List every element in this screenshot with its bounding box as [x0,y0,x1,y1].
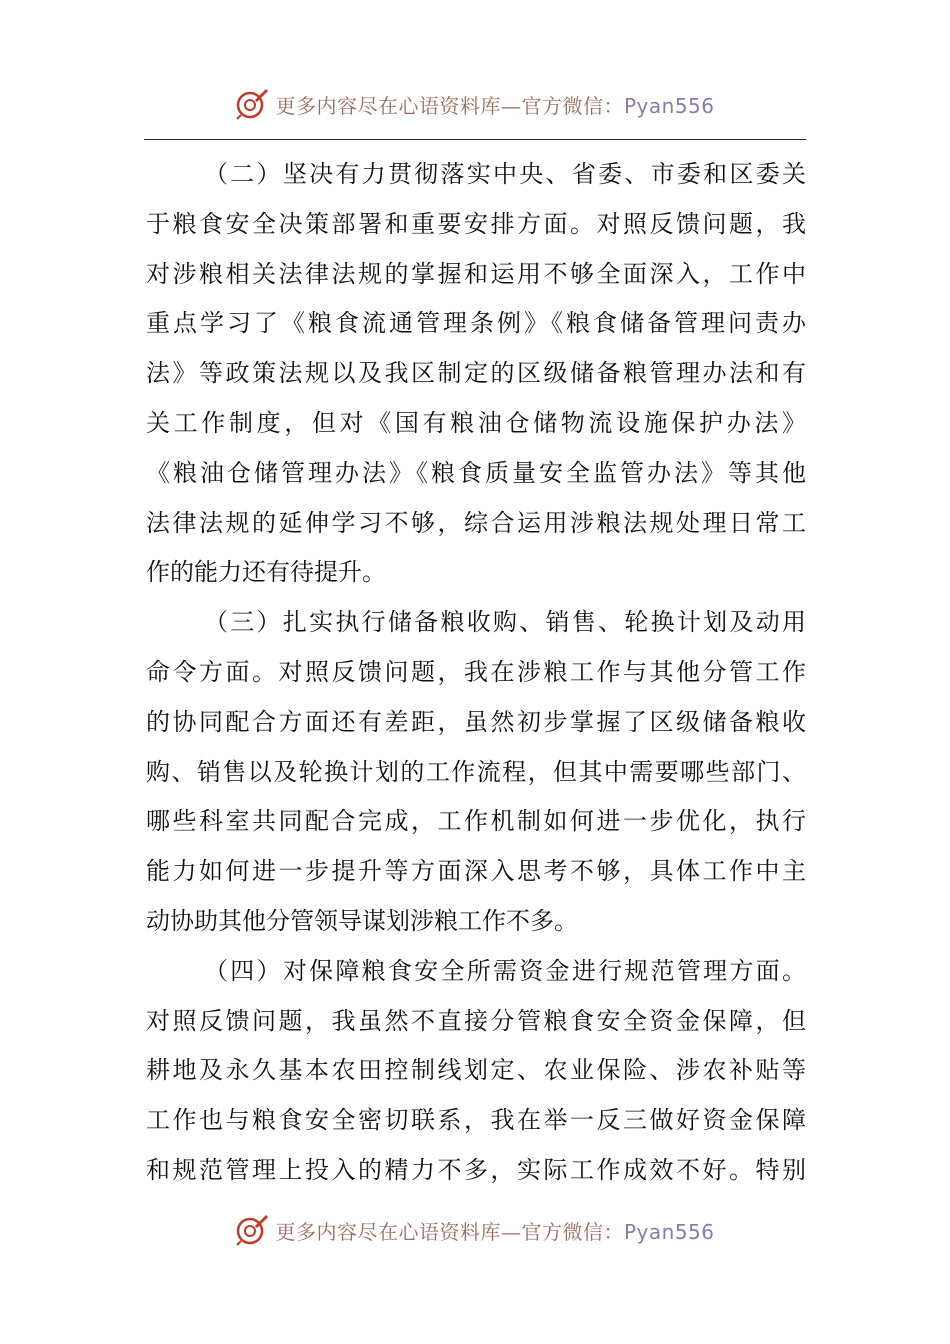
header-wechat-id: Pyan556 [623,93,715,118]
body-line: 耕地及永久基本农田控制线划定、农业保险、涉农补贴等 [146,1056,806,1085]
body-line: 动协助其他分管领导谋划涉粮工作不多。 [146,906,578,935]
body-line: （二）坚决有力贯彻落实中央、省委、市委和区委关 [204,160,806,188]
body-line: 和规范管理上投入的精力不多，实际工作成效不好。特别 [146,1155,806,1184]
body-line: 命令方面。对照反馈问题，我在涉粮工作与其他分管工作 [146,657,806,686]
body-line: 对照反馈问题，我虽然不直接分管粮食安全资金保障，但 [146,1006,806,1035]
body-line: 哪些科室共同配合完成，工作机制如何进一步优化，执行 [146,807,806,836]
body-line: 法律法规的延伸学习不够，综合运用涉粮法规处理日常工 [146,508,806,537]
header-divider [144,139,806,140]
body-line: （四）对保障粮食安全所需资金进行规范管理方面。 [204,956,806,985]
footer-watermark-text: 更多内容尽在心语资料库—官方微信：Pyan556 [275,1219,715,1244]
document-body [146,150,806,1196]
body-line: 对涉粮相关法律法规的掌握和运用不够全面深入，工作中 [146,259,806,288]
footer-watermark [0,1210,950,1250]
body-line: 能力如何进一步提升等方面深入思考不够，具体工作中主 [146,857,806,886]
footer-wechat-id: Pyan556 [623,1219,715,1244]
body-line: 的协同配合方面还有差距，虽然初步掌握了区级储备粮收 [146,707,806,736]
body-line: 购、销售以及轮换计划的工作流程，但其中需要哪些部门、 [146,757,806,786]
header-watermark-text: 更多内容尽在心语资料库—官方微信：Pyan556 [275,93,715,118]
body-line: 于粮食安全决策部署和重要安排方面。对照反馈问题，我 [146,209,806,238]
body-line: 作的能力还有待提升。 [146,558,386,587]
pen-logo-icon [235,1213,269,1247]
body-line: 重点学习了《粮食流通管理条例》《粮食储备管理问责办 [146,309,806,338]
pen-logo-icon [235,87,269,121]
body-line: 《粮油仓储管理办法》《粮食质量安全监管办法》等其他 [146,458,806,487]
body-line: 关工作制度，但对《国有粮油仓储物流设施保护办法》 [146,408,806,437]
body-line: （三）扎实执行储备粮收购、销售、轮换计划及动用 [204,608,806,637]
header-watermark [0,84,950,124]
body-line: 工作也与粮食安全密切联系，我在举一反三做好资金保障 [146,1106,806,1135]
body-line: 法》等政策法规以及我区制定的区级储备粮管理办法和有 [146,359,806,388]
